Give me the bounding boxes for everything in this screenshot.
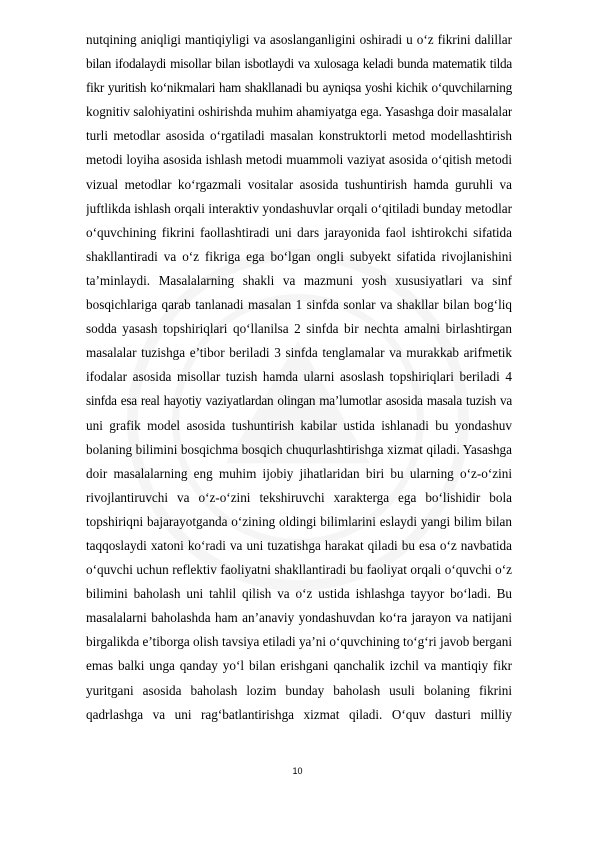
text-line: bosqichlariga qarab tanlanadi masalan 1 sinfda sonlar va shakllar bilan bog‘liq (86, 297, 512, 313)
text-line: nutqining aniqligi mantiqiyligi va asoslanganligini oshiradi u o‘z fikrini dalillar (86, 32, 512, 47)
text-line: masalalar tuzishga e’tibor beriladi 3 sinfda tenglamalar va murakkab arifmetik (86, 345, 512, 361)
text-line: birgalikda e’tiborga olish tavsiya etiladi ya’ni o‘quvchining to‘g‘ri javob bergani (86, 634, 512, 650)
text-line: o‘quvchi uchun reflektiv faoliyatni shakllantiradi bu faoliyat orqali o‘quvchi o‘z (86, 562, 512, 578)
text-line: bilan ifodalaydi misollar bilan isbotlaydi va xulosaga keladi bunda matematik tilda (86, 56, 512, 72)
text-line: sodda yasash topshiriqlari qo‘llanilsa 2 sinfda bir nechta amalni birlashtirgan (86, 321, 512, 337)
text-line: topshiriqni bajarayotganda o‘zining oldingi bilimlarini eslaydi yangi bilim bilan (86, 513, 512, 529)
body-text (86, 28, 512, 727)
text-line: masalalarni baholashda ham an’anaviy yondashuvdan ko‘ra jarayon va natijani (86, 610, 512, 626)
page-number: 10 (292, 766, 303, 776)
text-line: bolaning bilimini bosqichma bosqich chuqurlashtirishga xizmat qiladi. Yasashga (86, 441, 512, 457)
text-line: yuritgani asosida baholash lozim bunday baholash usuli bolaning fikrini (86, 682, 512, 698)
text-line: vizual metodlar ko‘rgazmali vositalar asosida tushuntirish hamda guruhli va (86, 176, 512, 192)
text-line: kognitiv salohiyatini oshirishda muhim ahamiyatga ega. Yasashga doir masalalar (86, 104, 512, 120)
text-line: sinfda esa real hayotiy vaziyatlardan olingan ma’lumotlar asosida masala tuzish va (86, 393, 512, 409)
text-line: juftlikda ishlash orqali interaktiv yondashuvlar orqali o‘qitiladi bunday metodlar (86, 200, 512, 216)
text-line: o‘quvchining fikrini faollashtiradi uni dars jarayonida faol ishtirokchi sifatida (86, 224, 512, 240)
text-line: metodi loyiha asosida ishlash metodi muammoli vaziyat asosida o‘qitish metodi (86, 152, 512, 168)
text-line: turli metodlar asosida o‘rgatiladi masalan konstruktorli metod modellashtirish (86, 128, 512, 144)
text-line: rivojlantiruvchi va o‘z-o‘zini tekshiruvchi xarakterga ega bo‘lishidir bola (86, 489, 512, 505)
text-line: uni grafik model asosida tushuntirish kabilar ustida ishlanadi bu yondashuv (86, 417, 512, 433)
text-line: emas balki unga qanday yo‘l bilan erishgani qanchalik izchil va mantiqiy fikr (86, 658, 512, 674)
text-line: qadrlashga va uni rag‘batlantirishga xizmat qiladi. O‘quv dasturi milliy (86, 706, 512, 722)
text-line: shakllantiradi va o‘z fikriga ega bo‘lgan ongli subyekt sifatida rivojlanishini (86, 248, 512, 264)
text-line: ta’minlaydi. Masalalarning shakli va mazmuni yosh xususiyatlari va sinf (86, 272, 512, 288)
text-line: taqqoslaydi xatoni ko‘radi va uni tuzatishga harakat qiladi bu esa o‘z navbatida (86, 537, 512, 553)
text-line: ifodalar asosida misollar tuzish hamda ularni asoslash topshiriqlari beriladi 4 (86, 369, 512, 385)
text-line: bilimini baholash uni tahlil qilish va o‘z ustida ishlashga tayyor bo‘ladi. Bu (86, 586, 512, 602)
text-line: doir masalalarning eng muhim ijobiy jihatlaridan biri bu ularning o‘z-o‘zini (86, 465, 512, 481)
text-line: fikr yuritish ko‘nikmalari ham shakllanadi bu ayniqsa yoshi kichik o‘quvchilarning (86, 80, 512, 96)
